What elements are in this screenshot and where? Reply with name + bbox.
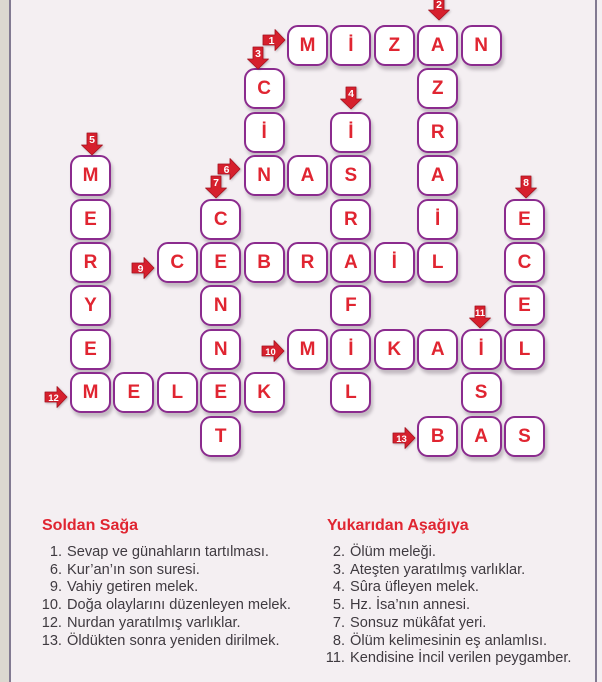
clue-text: Doğa olaylarını düzenleyen melek.	[67, 597, 291, 614]
cell-letter: E	[84, 338, 97, 360]
grid-cell-r6c3	[200, 285, 241, 326]
cell-letter: L	[171, 382, 184, 404]
cell-letter: C	[257, 78, 271, 100]
cell-letter: E	[84, 208, 97, 230]
svg-text:2: 2	[436, 0, 442, 11]
svg-text:1: 1	[268, 34, 275, 47]
grid-cell-r5c8	[417, 242, 458, 283]
cell-letter: N	[474, 35, 488, 56]
cell-letter: E	[518, 208, 531, 230]
cell-letter: R	[83, 252, 98, 273]
svg-text:5: 5	[89, 133, 95, 146]
down-arrow-icon-3	[246, 46, 270, 70]
clues-down-section	[321, 517, 571, 668]
cell-letter: C	[213, 208, 228, 230]
cell-letter: İ	[391, 252, 397, 273]
grid-cell-r8c6	[330, 372, 371, 413]
clue-text: Ölüm meleği.	[350, 544, 436, 560]
grid-cell-r3c6	[330, 155, 371, 196]
svg-text:12: 12	[48, 392, 59, 404]
cell-letter: L	[345, 382, 357, 404]
grid-cell-r3c8	[417, 155, 458, 196]
clues-down-list	[321, 544, 571, 668]
cell-letter: E	[518, 295, 531, 317]
down-arrow-icon-11	[468, 305, 492, 329]
svg-text:9: 9	[137, 262, 144, 275]
clue-text: Hz. İsa’nın annesi.	[350, 597, 471, 614]
grid-cell-r6c6	[330, 285, 371, 326]
cell-letter: K	[257, 382, 271, 404]
grid-cell-r5c7	[374, 242, 415, 283]
cell-letter: K	[387, 338, 402, 360]
across-arrow-icon-13	[392, 426, 416, 450]
grid-cell-r0c5	[287, 25, 328, 66]
clue-text: Kendisine İncil verilen peygamber.	[350, 650, 572, 667]
clue-number: 12.	[41, 614, 62, 631]
clue-item	[321, 615, 571, 633]
grid-cell-r5c4	[244, 242, 285, 283]
clue-item	[321, 597, 571, 615]
clue-number: 10.	[41, 597, 62, 614]
cell-letter: M	[82, 165, 99, 187]
cell-letter: A	[430, 338, 445, 360]
clues-across-list	[36, 544, 291, 650]
grid-cell-r9c10	[504, 416, 545, 457]
clue-item	[321, 562, 571, 580]
clue-item	[36, 597, 291, 615]
grid-cell-r4c8	[417, 199, 458, 240]
cell-letter: B	[257, 252, 271, 273]
clue-number: 3.	[332, 561, 345, 578]
cell-letter: S	[474, 382, 488, 404]
clue-number: 6.	[49, 561, 62, 578]
grid-cell-r3c0	[70, 155, 111, 196]
grid-cell-r0c8	[417, 25, 458, 66]
svg-text:8: 8	[523, 176, 529, 189]
grid-cell-r7c10	[504, 329, 545, 370]
clue-item	[36, 633, 291, 651]
grid-cell-r3c5	[287, 155, 328, 196]
cell-letter: İ	[348, 121, 354, 143]
clue-number: 1.	[49, 544, 62, 560]
cell-letter: N	[213, 338, 228, 360]
grid-cell-r8c2	[157, 372, 198, 413]
grid-cell-r5c5	[287, 242, 328, 283]
clue-text: Nurdan yaratılmış varlıklar.	[67, 614, 241, 631]
cell-letter: R	[300, 252, 315, 273]
cell-letter: S	[344, 165, 358, 187]
cell-letter: L	[431, 252, 444, 273]
grid-cell-r7c6	[330, 329, 371, 370]
grid-cell-r8c4	[244, 372, 285, 413]
grid-cell-r0c9	[461, 25, 502, 66]
svg-text:13: 13	[396, 433, 407, 445]
grid-cell-r9c9	[461, 416, 502, 457]
clue-number: 4.	[332, 579, 345, 596]
clue-number: 7.	[332, 614, 345, 631]
grid-cell-r8c1	[113, 372, 154, 413]
grid-cell-r2c8	[417, 112, 458, 153]
cell-letter: A	[430, 35, 445, 56]
cell-letter: A	[344, 252, 358, 273]
svg-text:10: 10	[265, 346, 276, 358]
cell-letter: R	[430, 121, 445, 143]
clue-item	[36, 615, 291, 633]
svg-text:7: 7	[213, 176, 219, 189]
grid-cell-r9c8	[417, 416, 458, 457]
cell-letter: C	[517, 252, 532, 273]
svg-text:3: 3	[255, 47, 261, 60]
clue-number: 5.	[332, 597, 345, 614]
across-arrow-icon-10	[261, 339, 285, 363]
grid-cell-r6c0	[70, 285, 111, 326]
grid-cell-r3c4	[244, 155, 285, 196]
clues-across-section	[36, 517, 291, 650]
grid-cell-r4c6	[330, 199, 371, 240]
clue-item	[36, 544, 291, 562]
clue-text: Ölüm kelimesinin eş anlamlısı.	[350, 632, 548, 649]
clue-number: 2.	[332, 544, 345, 560]
cell-letter: N	[213, 295, 228, 317]
clues-down-title: Yukarıdan Aşağıya	[327, 517, 469, 534]
down-arrow-icon-5	[80, 132, 104, 156]
cell-letter: İ	[348, 35, 354, 56]
grid-cell-r1c4	[244, 68, 285, 109]
grid-cell-r5c0	[70, 242, 111, 283]
grid-cell-r9c3	[200, 416, 241, 457]
grid-cell-r4c3	[200, 199, 241, 240]
cell-letter: S	[518, 425, 531, 447]
cell-letter: C	[170, 252, 185, 273]
clue-number: 11.	[325, 650, 345, 667]
clue-text: Vahiy getiren melek.	[67, 579, 199, 596]
clue-text: Sonsuz mükâfat yeri.	[350, 614, 487, 631]
grid-cell-r4c0	[70, 199, 111, 240]
cell-letter: İ	[435, 208, 441, 230]
clue-text: Sûra üfleyen melek.	[350, 579, 479, 596]
cell-letter: M	[299, 35, 316, 56]
grid-cell-r7c8	[417, 329, 458, 370]
cell-letter: M	[299, 338, 316, 360]
cell-letter: L	[518, 338, 531, 360]
clue-number: 8.	[332, 632, 345, 649]
cell-letter: A	[300, 165, 315, 187]
grid-cell-r7c0	[70, 329, 111, 370]
clue-item	[321, 544, 571, 562]
clue-item	[36, 562, 291, 580]
cell-letter: F	[345, 295, 357, 317]
grid-cell-r8c3	[200, 372, 241, 413]
grid-cell-r4c10	[504, 199, 545, 240]
grid-cell-r2c6	[330, 112, 371, 153]
svg-text:4: 4	[348, 87, 354, 100]
cell-letter: E	[214, 382, 228, 404]
clue-item	[321, 579, 571, 597]
cell-letter: E	[127, 382, 141, 404]
down-arrow-icon-7	[204, 175, 228, 199]
cell-letter: E	[214, 252, 228, 273]
svg-text:11: 11	[474, 307, 486, 319]
clue-item	[321, 650, 571, 668]
grid-cell-r5c3	[200, 242, 241, 283]
grid-cell-r2c4	[244, 112, 285, 153]
grid-cell-r0c6	[330, 25, 371, 66]
grid-cell-r5c2	[157, 242, 198, 283]
cell-letter: T	[214, 425, 227, 447]
grid-cell-r7c9	[461, 329, 502, 370]
cell-letter: B	[430, 425, 445, 447]
cell-letter: R	[344, 208, 358, 230]
grid-cell-r8c0	[70, 372, 111, 413]
cell-letter: İ	[348, 338, 354, 360]
clue-text: Kur’an’ın son suresi.	[67, 561, 200, 578]
cell-letter: A	[430, 165, 445, 187]
svg-text:6: 6	[223, 163, 230, 176]
clue-item	[36, 579, 291, 597]
grid-cell-r5c10	[504, 242, 545, 283]
grid-cell-r6c10	[504, 285, 545, 326]
cell-letter: Z	[431, 78, 444, 100]
cell-letter: Y	[84, 295, 97, 317]
cell-letter: N	[257, 165, 271, 187]
grid-cell-r1c8	[417, 68, 458, 109]
cell-letter: M	[82, 382, 99, 404]
grid-cell-r0c7	[374, 25, 415, 66]
grid-cell-r7c5	[287, 329, 328, 370]
down-arrow-icon-4	[339, 86, 363, 110]
clue-item	[321, 633, 571, 651]
clue-text: Sevap ve günahların tartılması.	[67, 544, 269, 560]
cell-letter: Z	[388, 35, 401, 56]
across-arrow-icon-9	[131, 256, 155, 280]
across-arrow-icon-12	[44, 385, 68, 409]
clue-text: Öldükten sonra yeniden dirilmek.	[67, 632, 280, 649]
down-arrow-icon-8	[514, 175, 538, 199]
cell-letter: İ	[478, 338, 484, 360]
clue-number: 13.	[41, 632, 62, 649]
clue-number: 9.	[49, 579, 62, 596]
grid-cell-r7c3	[200, 329, 241, 370]
grid-cell-r7c7	[374, 329, 415, 370]
grid-cell-r5c6	[330, 242, 371, 283]
cell-letter: İ	[261, 121, 267, 143]
clues-across-title: Soldan Sağa	[42, 517, 139, 534]
cell-letter: A	[474, 425, 488, 447]
clue-text: Ateşten yaratılmış varlıklar.	[350, 561, 526, 578]
down-arrow-icon-2	[427, 0, 451, 21]
grid-cell-r8c9	[461, 372, 502, 413]
